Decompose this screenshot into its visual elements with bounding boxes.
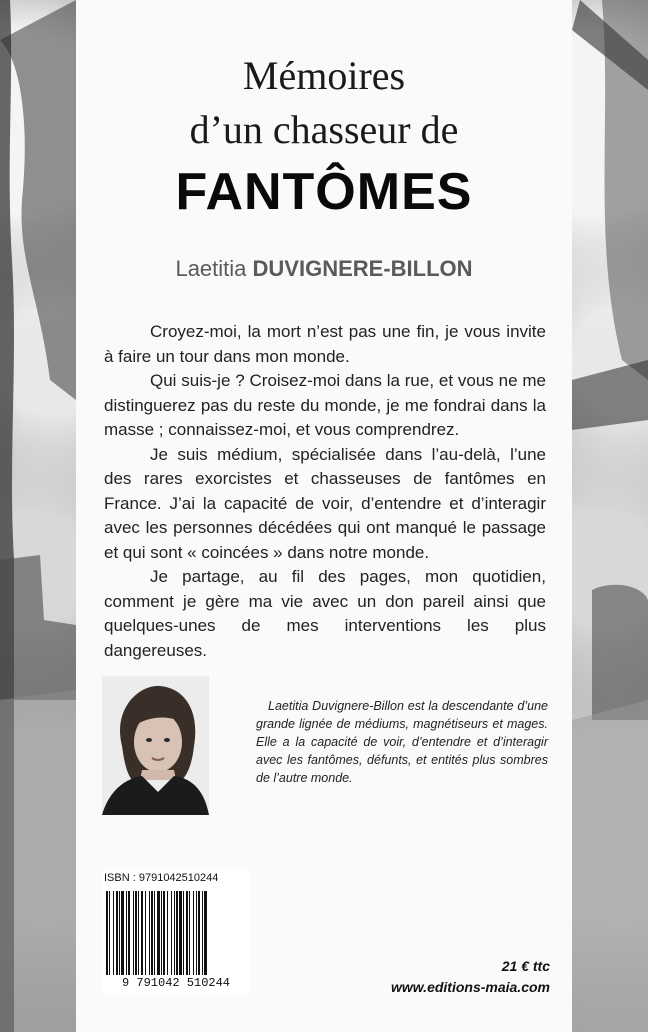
author-photo	[102, 676, 209, 815]
title-line-2: d’un chasseur de	[189, 107, 459, 152]
price: 21 € ttc	[501, 958, 550, 974]
blurb-paragraph: Qui suis-je ? Croisez-moi dans la rue, et vous ne me distinguerez pas du reste du monde, je me fondrai dans la masse ; connaissez-moi, et vous comprendrez.	[104, 371, 546, 439]
author-first-name: Laetitia	[175, 256, 247, 281]
blurb-paragraph: Je suis médium, spécialisée dans l’au-delà, l’une des rares exorcistes et chasseuses de fantômes en France. J’ai la capacité de voir, d’entendre et d’interagir avec les personnes décédées qui ont manqué le passage et qui sont « coincées » dans notre monde.	[104, 444, 546, 562]
blurb-paragraph: Croyez-moi, la mort n’est pas une fin, je vous invite à faire un tour dans mon monde.	[104, 322, 546, 366]
back-cover-panel	[76, 0, 572, 1032]
website: www.editions-maia.com	[391, 979, 550, 995]
isbn-label: ISBN : 9791042510244	[104, 872, 219, 884]
right-tree-silhouette	[572, 0, 648, 1032]
title-line-1: Mémoires	[242, 53, 406, 98]
author-bio	[256, 697, 548, 787]
author-last-name: DUVIGNERE-BILLON	[252, 256, 473, 281]
title-line-3: FANTÔMES	[175, 163, 473, 221]
blurb	[104, 320, 546, 663]
author-portrait-icon	[102, 676, 209, 815]
left-side-photo	[0, 0, 76, 1032]
isbn-digits: 9 791042 510244	[121, 976, 231, 990]
author-name	[76, 258, 572, 280]
barcode	[102, 869, 250, 995]
blurb-paragraph: Je partage, au fil des pages, mon quotidien, comment je gère ma vie avec un don pareil ainsi que quelques-unes de mes interventions les plus dangereuses.	[104, 567, 546, 660]
barcode-bars-icon	[104, 891, 248, 975]
left-tree-silhouette	[0, 0, 76, 1032]
author-bio-text: Laetitia Duvignere-Billon est la descendante d’une grande lignée de médiums, magnétiseurs et mages. Elle a la capacité de voir, d’entendre et d’interagir avec les fantômes, défunts, et entités plus sombres de l’autre monde.	[256, 699, 548, 785]
right-side-photo	[572, 0, 648, 1032]
